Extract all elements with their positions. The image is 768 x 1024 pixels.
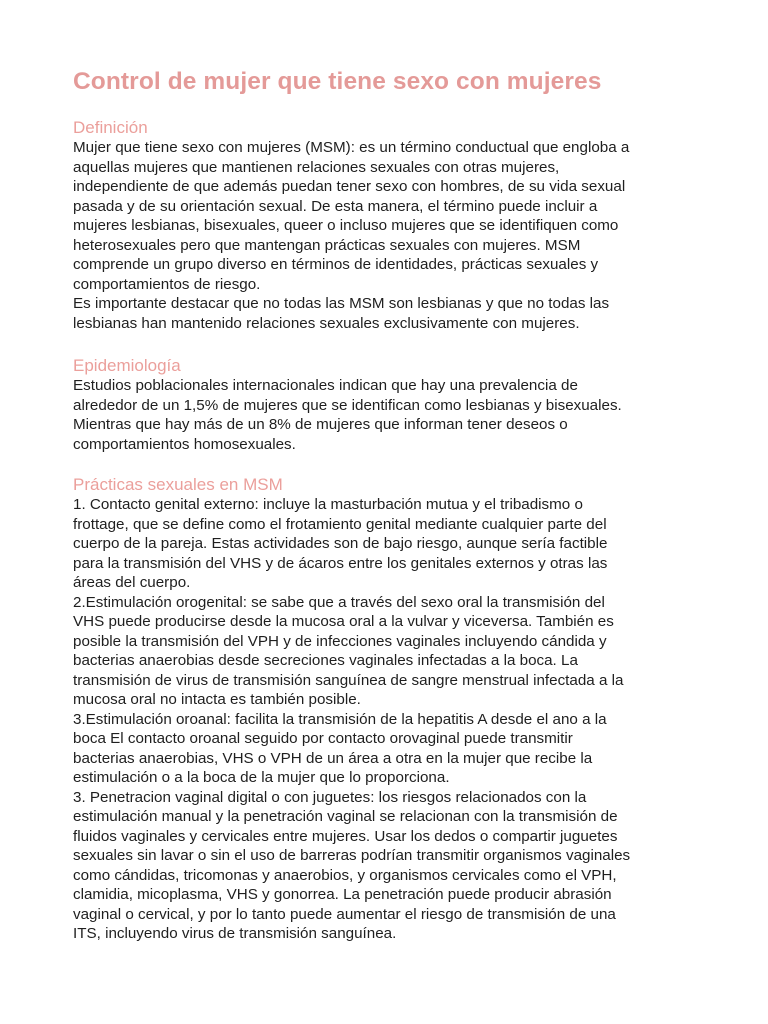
- text-line: 3.Estimulación oroanal: facilita la transmisión de la hepatitis A desde el ano a la: [73, 710, 607, 728]
- section-heading-epidemiologia: Epidemiología: [73, 356, 181, 375]
- text-line: fluidos vaginales y cervicales entre mujeres. Usar los dedos o compartir juguetes: [73, 827, 618, 845]
- text-line: ITS, incluyendo virus de transmisión sanguínea.: [73, 925, 397, 942]
- text-line: estimulación manual y la penetración vaginal se relacionan con la transmisión de: [73, 808, 618, 825]
- text-line: aquellas mujeres que mantienen relaciones sexuales con otras mujeres,: [73, 158, 560, 176]
- text-line: transmisión de virus de transmisión sanguínea de sangre menstrual infectada a la: [73, 671, 624, 689]
- text-line: áreas del cuerpo.: [73, 574, 191, 591]
- text-line: para la transmisión del VHS y de ácaros entre los genitales externos y otras las: [73, 554, 608, 572]
- text-line: clamidia, micoplasma, VHS y gonorrea. La penetración puede producir abrasión: [73, 886, 612, 903]
- text-line: Es importante destacar que no todas las MSM son lesbianas y que no todas las: [73, 295, 610, 312]
- section-heading-definicion: Definición: [73, 118, 148, 137]
- text-line: estimulación o a la boca de la mujer que lo proporciona.: [73, 769, 450, 786]
- text-line: Mujer que tiene sexo con mujeres (MSM): es un término conductual que engloba a: [73, 139, 630, 156]
- text-line: pasada y de su orientación sexual. De esta manera, el término puede incluir a: [73, 197, 598, 215]
- text-line: como cándidas, tricomonas y anaerobios, y organismos cervicales como el VPH,: [73, 866, 617, 884]
- section-heading-practicas: Prácticas sexuales en MSM: [73, 475, 283, 494]
- section-body-practicas: [73, 495, 703, 944]
- text-line: vaginal o cervical, y por lo tanto puede aumentar el riesgo de transmisión de una: [73, 905, 616, 923]
- text-line: comportamientos homosexuales.: [73, 435, 296, 453]
- text-line: 3. Penetracion vaginal digital o con juguetes: los riesgos relacionados con la: [73, 788, 587, 806]
- text-line: comprende un grupo diverso en términos de identidades, prácticas sexuales y: [73, 256, 599, 273]
- section-definicion: [73, 118, 703, 333]
- text-line: sexuales sin lavar o sin el uso de barreras podrían transmitir organismos vaginales: [73, 847, 631, 864]
- text-line: bacterias anaerobias, VHS o VPH de un área a otra en la mujer que recibe la: [73, 749, 593, 767]
- section-body-definicion: [73, 138, 703, 333]
- section-practicas: [73, 475, 703, 944]
- text-line: lesbianas han mantenido relaciones sexuales exclusivamente con mujeres.: [73, 314, 580, 332]
- text-line: cuerpo de la pareja. Estas actividades son de bajo riesgo, aunque sería factible: [73, 535, 608, 552]
- section-epidemiologia: [73, 356, 703, 454]
- document-title: Control de mujer que tiene sexo con mujeres: [73, 68, 602, 95]
- text-line: 1. Contacto genital externo: incluye la masturbación mutua y el tribadismo o: [73, 496, 583, 513]
- text-line: comportamientos de riesgo.: [73, 275, 261, 293]
- text-line: heterosexuales pero que mantengan prácticas sexuales con mujeres. MSM: [73, 236, 581, 254]
- text-line: mujeres lesbianas, bisexuales, queer o incluso mujeres que se identifiquen como: [73, 217, 619, 234]
- text-line: independiente de que además puedan tener sexo con hombres, de su vida sexual: [73, 178, 626, 195]
- text-line: frottage, que se define como el frotamiento genital mediante cualquier parte del: [73, 515, 607, 533]
- text-line: bacterias anaerobias desde secreciones vaginales infectadas a la boca. La: [73, 652, 578, 669]
- text-line: alrededor de un 1,5% de mujeres que se identifican como lesbianas y bisexuales.: [73, 396, 622, 414]
- text-line: posible la transmisión del VPH y de infecciones vaginales incluyendo cándida y: [73, 632, 607, 650]
- text-line: VHS puede producirse desde la mucosa oral a la vulvar y viceversa. También es: [73, 613, 614, 630]
- text-line: Mientras que hay más de un 8% de mujeres que informan tener deseos o: [73, 416, 568, 433]
- text-line: Estudios poblacionales internacionales indican que hay una prevalencia de: [73, 377, 578, 394]
- text-line: 2.Estimulación orogenital: se sabe que a través del sexo oral la transmisión del: [73, 593, 605, 611]
- section-body-epidemiologia: [73, 376, 703, 454]
- text-line: boca El contacto oroanal seguido por contacto orovaginal puede transmitir: [73, 730, 573, 747]
- text-line: mucosa oral no intacta es también posible.: [73, 691, 361, 708]
